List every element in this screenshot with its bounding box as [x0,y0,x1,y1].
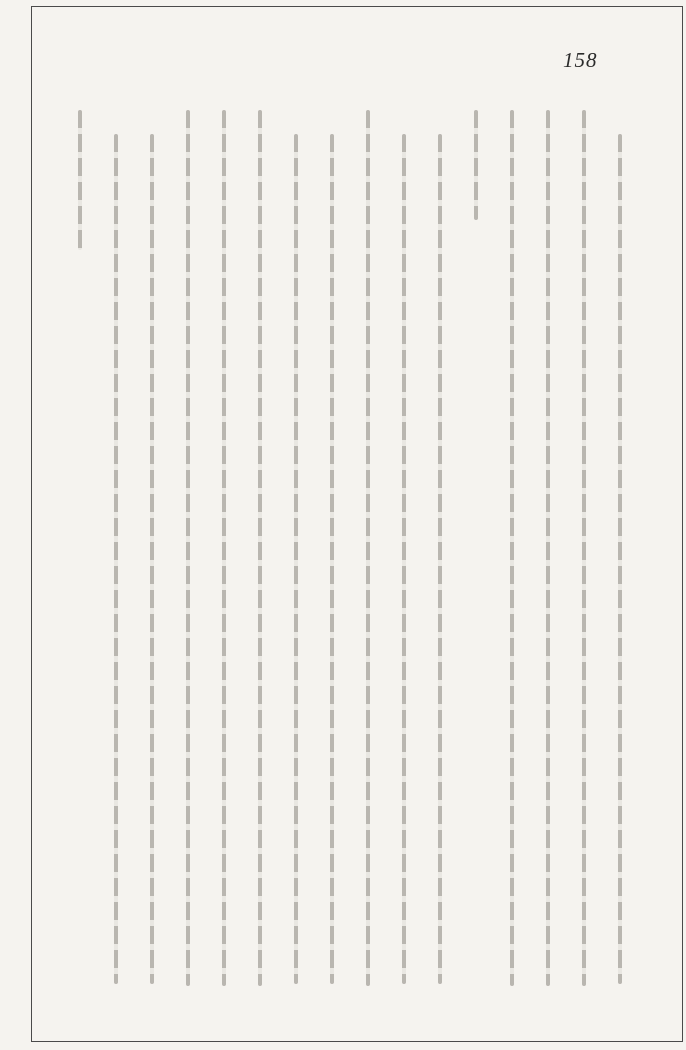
redacted-text-column [366,110,370,986]
redacted-text-column [114,134,118,984]
redacted-text-column [438,134,442,984]
redacted-text-column [222,110,226,986]
redacted-text-column [582,110,586,986]
redacted-text-column [78,110,82,250]
redacted-text-column [258,110,262,986]
redacted-text-column [150,134,154,984]
redacted-text-column [474,110,478,220]
redacted-text-column [546,110,550,986]
redacted-text-column [186,110,190,986]
redacted-text-column [618,134,622,984]
page-number: 158 [563,48,598,72]
redacted-text-column [294,134,298,984]
redacted-text-column [402,134,406,984]
redacted-text-column [510,110,514,986]
redacted-text-column [330,134,334,984]
text-block-redacted [56,110,636,1010]
